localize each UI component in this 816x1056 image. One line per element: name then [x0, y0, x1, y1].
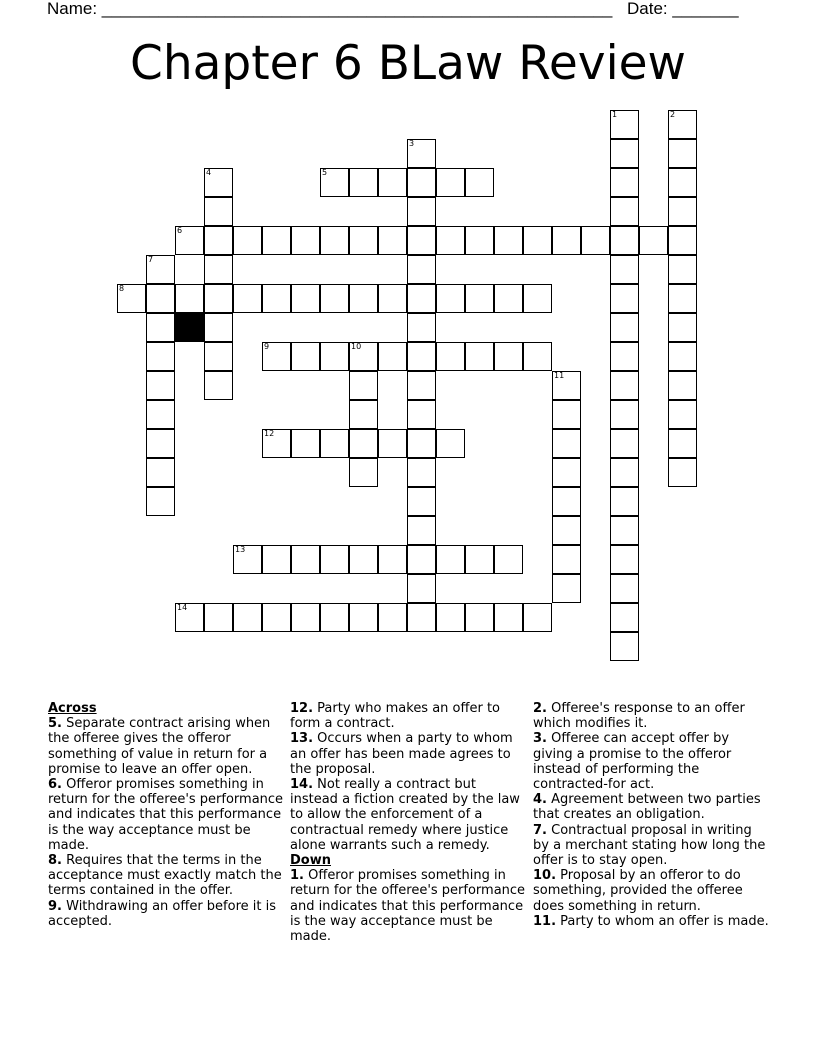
crossword-cell[interactable] [291, 429, 320, 458]
crossword-cell[interactable] [320, 603, 349, 632]
crossword-cell[interactable] [523, 603, 552, 632]
clue-across-14: 14. Not really a contract but instead a fiction created by the law to allow the enforcement of a contractual remedy where justice alone warrants such a remedy. [290, 777, 520, 853]
crossword-cell[interactable] [262, 284, 291, 313]
crossword-cell[interactable] [610, 371, 639, 400]
clue-number: 4 [206, 168, 212, 177]
crossword-cell[interactable] [436, 284, 465, 313]
clue-number: 2 [670, 110, 676, 119]
crossword-cell[interactable] [262, 603, 291, 632]
crossword-cell[interactable] [465, 603, 494, 632]
clue-number: 5 [322, 168, 328, 177]
crossword-cell[interactable] [610, 458, 639, 487]
crossword-cell[interactable] [523, 284, 552, 313]
crossword-cell[interactable] [349, 371, 378, 400]
crossword-cell[interactable] [610, 197, 639, 226]
crossword-cell[interactable] [552, 371, 581, 400]
crossword-cell[interactable] [552, 429, 581, 458]
crossword-cell[interactable] [494, 603, 523, 632]
crossword-cell[interactable] [204, 371, 233, 400]
crossword-cell[interactable] [610, 487, 639, 516]
clue-down-2: 2. Offeree's response to an offer which modifies it. [533, 701, 745, 732]
crossword-cell[interactable] [465, 545, 494, 574]
crossword-cell[interactable] [610, 139, 639, 168]
crossword-cell[interactable] [552, 487, 581, 516]
crossword-cell[interactable] [146, 429, 175, 458]
clue-number: 12 [264, 429, 275, 438]
crossword-cell[interactable] [668, 139, 697, 168]
crossword-cell[interactable] [465, 226, 494, 255]
crossword-cell[interactable] [204, 197, 233, 226]
crossword-cell[interactable] [146, 487, 175, 516]
crossword-cell[interactable] [668, 284, 697, 313]
crossword-cell[interactable] [436, 545, 465, 574]
crossword-cell[interactable] [668, 226, 697, 255]
crossword-cell[interactable] [610, 632, 639, 661]
crossword-cell[interactable] [668, 168, 697, 197]
crossword-cell[interactable] [407, 545, 436, 574]
crossword-cell[interactable] [668, 110, 697, 139]
crossword-cell[interactable] [552, 574, 581, 603]
clue-across-13: 13. Occurs when a party to whom an offer has been made agrees to the proposal. [290, 731, 513, 777]
crossword-cell[interactable] [175, 603, 204, 632]
crossword-cell[interactable] [494, 284, 523, 313]
clue-number: 11 [554, 371, 565, 380]
crossword-cell[interactable] [407, 226, 436, 255]
crossword-cell[interactable] [610, 429, 639, 458]
clue-down-10: 10. Proposal by an offeror to do something, provided the offeree does something in return. [533, 868, 743, 914]
crossword-cell[interactable] [668, 371, 697, 400]
crossword-cell[interactable] [204, 342, 233, 371]
clues-column-1 [48, 701, 284, 929]
crossword-cell[interactable] [175, 284, 204, 313]
crossword-cell[interactable] [407, 603, 436, 632]
crossword-cell[interactable] [465, 342, 494, 371]
crossword-cell[interactable] [523, 342, 552, 371]
crossword-cell[interactable] [291, 226, 320, 255]
crossword-cell[interactable] [291, 284, 320, 313]
crossword-cell[interactable] [349, 603, 378, 632]
name-field-label: Name: ______________________________________________________ [47, 0, 613, 18]
crossword-cell[interactable] [349, 545, 378, 574]
crossword-cell[interactable] [668, 342, 697, 371]
crossword-cell[interactable] [378, 168, 407, 197]
crossword-cell[interactable] [610, 284, 639, 313]
crossword-cell[interactable] [378, 342, 407, 371]
crossword-cell[interactable] [552, 400, 581, 429]
crossword-cell[interactable] [552, 226, 581, 255]
crossword-cell[interactable] [494, 545, 523, 574]
down-heading: Down [290, 853, 331, 869]
crossword-cell[interactable] [436, 429, 465, 458]
crossword-cell[interactable] [407, 400, 436, 429]
crossword-cell[interactable] [291, 545, 320, 574]
crossword-cell[interactable] [668, 313, 697, 342]
crossword-cell[interactable] [610, 603, 639, 632]
crossword-cell[interactable] [320, 342, 349, 371]
crossword-cell[interactable] [610, 400, 639, 429]
clues-column-3 [533, 701, 769, 929]
crossword-cell[interactable] [465, 284, 494, 313]
crossword-cell[interactable] [291, 603, 320, 632]
crossword-cell[interactable] [204, 226, 233, 255]
crossword-cell[interactable] [668, 429, 697, 458]
blocked-cell [175, 313, 204, 342]
crossword-cell[interactable] [262, 429, 291, 458]
crossword-cell[interactable] [262, 342, 291, 371]
crossword-cell[interactable] [436, 342, 465, 371]
clue-number: 14 [177, 603, 188, 612]
crossword-cell[interactable] [407, 487, 436, 516]
crossword-cell[interactable] [436, 226, 465, 255]
crossword-cell[interactable] [146, 284, 175, 313]
crossword-cell[interactable] [349, 342, 378, 371]
clue-down-1: 1. Offeror promises something in return for the offeree's performance and indicates that this performance is the way acceptance must be made. [290, 868, 526, 945]
crossword-cell[interactable] [378, 603, 407, 632]
crossword-cell[interactable] [146, 400, 175, 429]
crossword-cell[interactable] [610, 226, 639, 255]
crossword-cell[interactable] [581, 226, 610, 255]
crossword-cell[interactable] [668, 255, 697, 284]
crossword-cell[interactable] [610, 516, 639, 545]
crossword-cell[interactable] [349, 168, 378, 197]
crossword-cell[interactable] [262, 226, 291, 255]
crossword-cell[interactable] [523, 226, 552, 255]
clue-number: 6 [177, 226, 183, 235]
crossword-cell[interactable] [349, 400, 378, 429]
crossword-cell[interactable] [436, 603, 465, 632]
crossword-cell[interactable] [668, 197, 697, 226]
crossword-cell[interactable] [233, 226, 262, 255]
clue-across-12: 12. Party who makes an offer to form a contract. [290, 701, 500, 732]
crossword-cell[interactable] [349, 458, 378, 487]
crossword-cell[interactable] [117, 284, 146, 313]
crossword-cell[interactable] [378, 545, 407, 574]
clue-across-5: 5. Separate contract arising when the offeree gives the offeror something of value in return for a promise to leave an offer open. [48, 716, 271, 777]
crossword-cell[interactable] [320, 429, 349, 458]
crossword-cell[interactable] [233, 603, 262, 632]
clues-column-2 [290, 701, 526, 944]
crossword-cell[interactable] [407, 574, 436, 603]
crossword-cell[interactable] [407, 197, 436, 226]
clue-down-3: 3. Offeree can accept offer by giving a promise to the offeror instead of performing the contracted-for act. [533, 731, 732, 793]
crossword-cell[interactable] [378, 429, 407, 458]
crossword-cell[interactable] [146, 458, 175, 487]
crossword-cell[interactable] [465, 168, 494, 197]
crossword-cell[interactable] [494, 342, 523, 371]
crossword-cell[interactable] [668, 458, 697, 487]
page-title: Chapter 6 BLaw Review [130, 36, 686, 91]
crossword-cell[interactable] [407, 313, 436, 342]
crossword-cell[interactable] [639, 226, 668, 255]
crossword-cell[interactable] [407, 516, 436, 545]
crossword-cell[interactable] [610, 110, 639, 139]
crossword-cell[interactable] [320, 545, 349, 574]
crossword-cell[interactable] [233, 284, 262, 313]
clue-number: 1 [612, 110, 618, 119]
clue-number: 13 [235, 545, 246, 554]
crossword-cell[interactable] [146, 371, 175, 400]
clue-across-8: 8. Requires that the terms in the acceptance must exactly match the terms contained in the offer. [48, 853, 282, 899]
crossword-cell[interactable] [552, 516, 581, 545]
crossword-cell[interactable] [349, 284, 378, 313]
crossword-cell[interactable] [204, 168, 233, 197]
crossword-cell[interactable] [407, 284, 436, 313]
crossword-cell[interactable] [146, 255, 175, 284]
clue-number: 8 [119, 284, 125, 293]
crossword-cell[interactable] [610, 574, 639, 603]
crossword-cell[interactable] [407, 429, 436, 458]
crossword-cell[interactable] [320, 226, 349, 255]
crossword-cell[interactable] [552, 458, 581, 487]
crossword-cell[interactable] [407, 255, 436, 284]
date-field-label: Date: _______ [627, 0, 739, 18]
clue-down-4: 4. Agreement between two parties that creates an obligation. [533, 792, 761, 823]
crossword-cell[interactable] [668, 400, 697, 429]
crossword-cell[interactable] [407, 168, 436, 197]
crossword-cell[interactable] [204, 603, 233, 632]
across-heading: Across [48, 701, 97, 716]
clue-number: 9 [264, 342, 270, 351]
clue-down-7: 7. Contractual proposal in writing by a merchant stating how long the offer is to stay open. [533, 822, 766, 869]
crossword-cell[interactable] [436, 168, 465, 197]
crossword-cell[interactable] [291, 342, 320, 371]
crossword-cell[interactable] [610, 313, 639, 342]
clue-across-6: 6. Offeror promises something in return for the offeree's performance and indicates that this performance is the way acceptance must be made. [48, 777, 284, 853]
crossword-cell[interactable] [378, 284, 407, 313]
crossword-cell[interactable] [407, 371, 436, 400]
clue-number: 10 [351, 342, 362, 351]
crossword-cell[interactable] [204, 284, 233, 313]
clue-number: 3 [409, 139, 415, 148]
crossword-cell[interactable] [610, 545, 639, 574]
crossword-cell[interactable] [494, 226, 523, 255]
crossword-cell[interactable] [233, 545, 262, 574]
crossword-cell[interactable] [204, 313, 233, 342]
clue-across-9: 9. Withdrawing an offer before it is accepted. [48, 898, 276, 929]
crossword-cell[interactable] [349, 429, 378, 458]
crossword-cell[interactable] [204, 255, 233, 284]
crossword-cell[interactable] [146, 313, 175, 342]
crossword-cell[interactable] [407, 342, 436, 371]
clue-down-11: 11. Party to whom an offer is made. [533, 913, 769, 929]
crossword-cell[interactable] [262, 545, 291, 574]
crossword-cell[interactable] [175, 226, 204, 255]
crossword-cell[interactable] [610, 342, 639, 371]
crossword-cell[interactable] [407, 458, 436, 487]
crossword-cell[interactable] [610, 255, 639, 284]
crossword-cell[interactable] [146, 342, 175, 371]
crossword-cell[interactable] [349, 226, 378, 255]
clue-number: 7 [148, 255, 154, 264]
crossword-cell[interactable] [407, 139, 436, 168]
crossword-cell[interactable] [610, 168, 639, 197]
crossword-cell[interactable] [378, 226, 407, 255]
crossword-cell[interactable] [552, 545, 581, 574]
crossword-cell[interactable] [320, 284, 349, 313]
crossword-cell[interactable] [320, 168, 349, 197]
